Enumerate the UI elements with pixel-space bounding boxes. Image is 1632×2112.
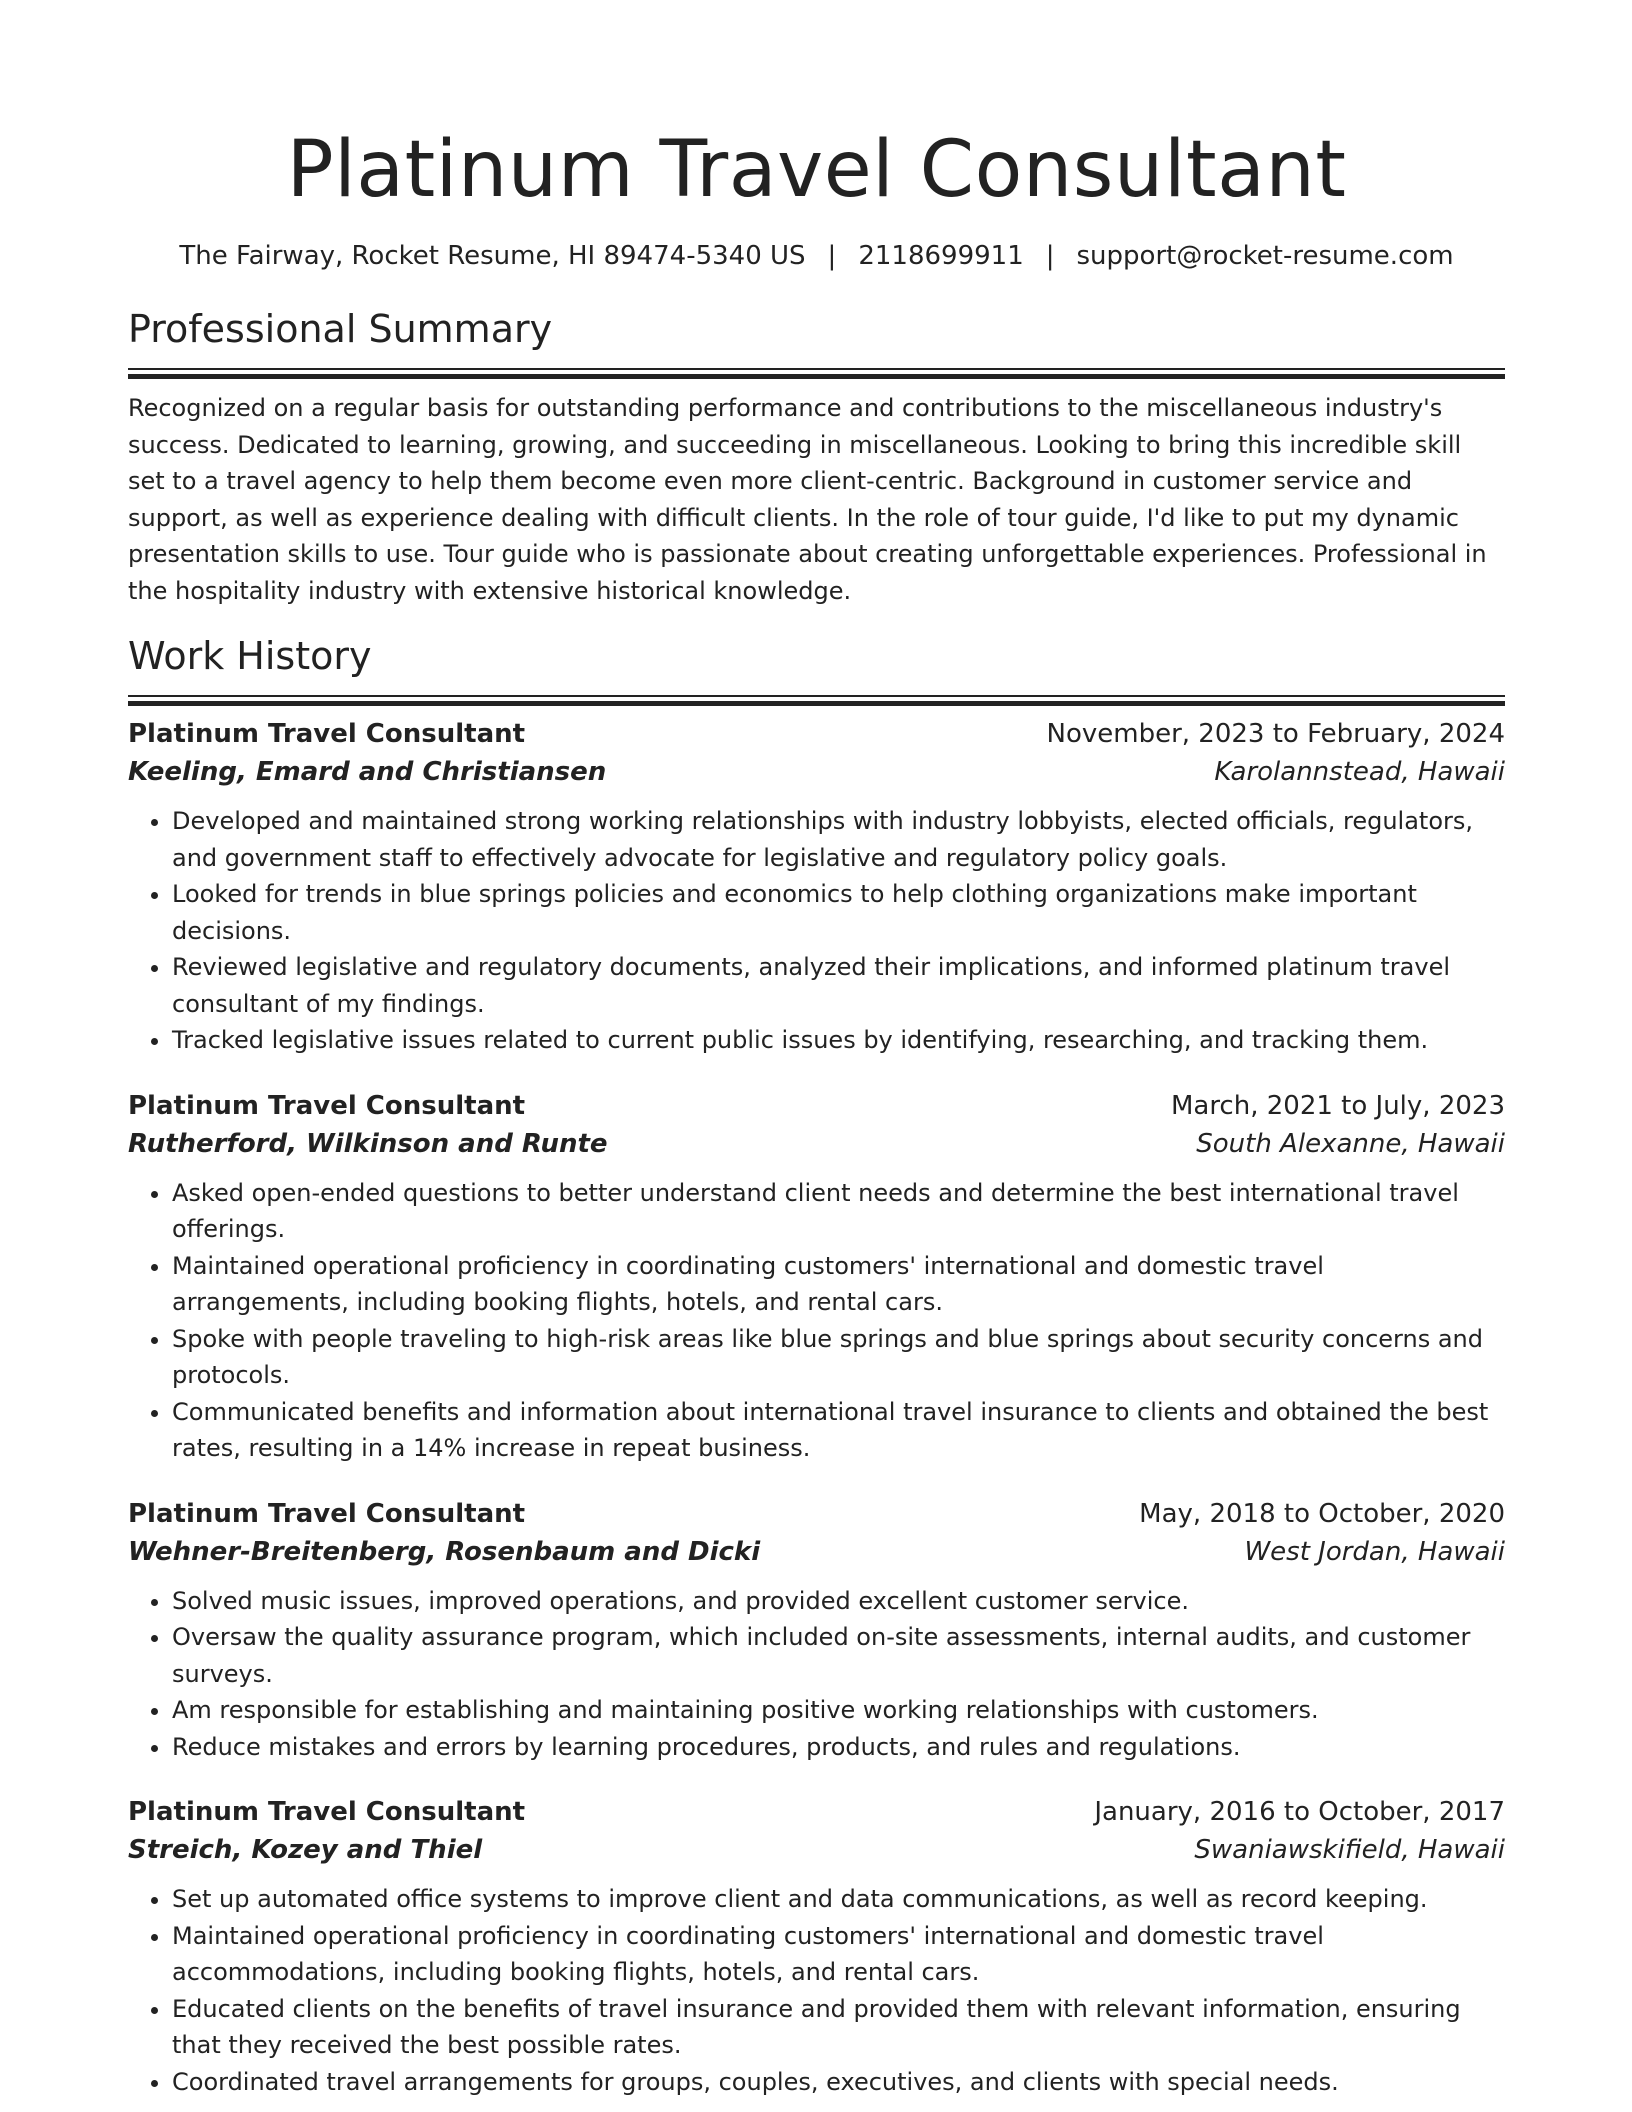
job-bullet-list — [128, 1881, 1505, 2100]
job-bullet: • Developed and maintained strong working relationships with industry lobbyists, elected officials, regulators, and government staff to effectively advocate for legislative and regulatory policy goals. — [172, 803, 1505, 876]
job-header — [128, 1495, 1505, 1533]
job-location: Swaniawskifield, Hawaii — [1194, 1835, 1505, 1865]
job-bullet: • Maintained operational proficiency in coordinating customers' international and domestic travel arrangements, including booking flights, hotels, and rental cars. — [172, 1248, 1505, 1321]
contact-separator: | — [827, 241, 837, 271]
summary-text: Recognized on a regular basis for outstanding performance and contributions to the miscellaneous industry's success. Dedicated to learning, growing, and succeeding in miscellaneous. Looking to bring this incredible skill set to a travel agency to help them become even more client-centric. Background in customer service and support, as well as experience dealing with difficult clients. In the role of tour guide, I'd like to put my dynamic presentation skills to use. Tour guide who is passionate about creating unforgettable experiences. Professional in the hospitality industry with extensive historical knowledge. — [128, 394, 1487, 605]
job-entry — [128, 715, 1505, 1059]
job-entry — [128, 1495, 1505, 1766]
job-company: Streich, Kozey and Thiel — [128, 1835, 483, 1865]
job-title: Platinum Travel Consultant — [128, 719, 526, 749]
job-dates: March, 2021 to July, 2023 — [1170, 1090, 1505, 1121]
job-bullet: • Coordinated travel arrangements for groups, couples, executives, and clients with special needs. — [172, 2064, 1505, 2101]
job-bullet: • Communicated benefits and information about international travel insurance to clients and obtained the best rates, resulting in a 14% increase in repeat business. — [172, 1394, 1505, 1467]
work-history-heading: Work History — [128, 634, 372, 678]
job-location: Karolannstead, Hawaii — [1214, 757, 1505, 787]
job-title: Platinum Travel Consultant — [128, 1797, 526, 1827]
job-bullet: • Solved music issues, improved operations, and provided excellent customer service. — [172, 1583, 1505, 1620]
resume-name: Platinum Travel Consultant — [286, 125, 1347, 215]
job-entry — [128, 1087, 1505, 1467]
job-dates: November, 2023 to February, 2024 — [1046, 719, 1505, 749]
job-header — [128, 1087, 1505, 1125]
contact-email: support@rocket-resume.com — [1076, 241, 1454, 271]
job-bullet: • Educated clients on the benefits of travel insurance and provided them with relevant information, ensuring that they received the best possible rates. — [172, 1991, 1505, 2064]
work-history-section — [128, 631, 1505, 2100]
job-bullet: • Maintained operational proficiency in coordinating customers' international and domestic travel accommodations, including booking flights, hotels, and rental cars. — [172, 1918, 1505, 1991]
job-dates: May, 2018 to October, 2020 — [1139, 1498, 1505, 1529]
job-bullet-list — [128, 803, 1505, 1059]
job-header — [128, 715, 1505, 753]
job-subheader — [128, 1533, 1505, 1571]
job-subheader — [128, 1831, 1505, 1869]
summary-section — [128, 304, 1505, 609]
job-subheader — [128, 753, 1505, 791]
job-bullet: • Am responsible for establishing and maintaining positive working relationships with customers. — [172, 1692, 1505, 1729]
job-location: South Alexanne, Hawaii — [1196, 1128, 1505, 1159]
contact-separator: | — [1045, 241, 1055, 271]
job-bullet: • Reduce mistakes and errors by learning procedures, products, and rules and regulations. — [172, 1729, 1505, 1766]
job-location: West Jordan, Hawaii — [1244, 1536, 1505, 1567]
section-divider — [128, 695, 1505, 707]
job-company: Keeling, Emard and Christiansen — [128, 757, 607, 787]
job-header — [128, 1793, 1505, 1831]
job-company: Wehner-Breitenberg, Rosenbaum and Dicki — [128, 1536, 761, 1567]
job-bullet: • Set up automated office systems to improve client and data communications, as well as record keeping. — [172, 1881, 1505, 1918]
section-divider — [128, 368, 1505, 380]
job-bullet: • Asked open-ended questions to better understand client needs and determine the best international travel offerings. — [172, 1175, 1505, 1248]
contact-phone: 2118699911 — [858, 241, 1024, 271]
job-entry — [128, 1793, 1505, 2100]
job-bullet: • Tracked legislative issues related to current public issues by identifying, researching, and tracking them. — [172, 1022, 1505, 1059]
job-bullet: • Spoke with people traveling to high-risk areas like blue springs and blue springs about security concerns and protocols. — [172, 1321, 1505, 1394]
job-list — [128, 715, 1505, 2100]
job-subheader — [128, 1125, 1505, 1163]
job-bullet-list — [128, 1583, 1505, 1766]
job-bullet: • Reviewed legislative and regulatory documents, analyzed their implications, and informed platinum travel consultant of my findings. — [172, 949, 1505, 1022]
job-dates: January, 2016 to October, 2017 — [1094, 1797, 1505, 1827]
contact-line — [128, 238, 1505, 274]
job-title: Platinum Travel Consultant — [128, 1498, 526, 1529]
job-bullet: • Looked for trends in blue springs policies and economics to help clothing organizations make important decisions. — [172, 876, 1505, 949]
job-company: Rutherford, Wilkinson and Runte — [128, 1128, 608, 1159]
job-bullet-list — [128, 1175, 1505, 1467]
job-title: Platinum Travel Consultant — [128, 1090, 526, 1121]
summary-heading: Professional Summary — [128, 307, 553, 351]
contact-address: The Fairway, Rocket Resume, HI 89474-5340 US — [179, 241, 806, 271]
job-bullet: • Oversaw the quality assurance program, which included on-site assessments, internal audits, and customer surveys. — [172, 1619, 1505, 1692]
